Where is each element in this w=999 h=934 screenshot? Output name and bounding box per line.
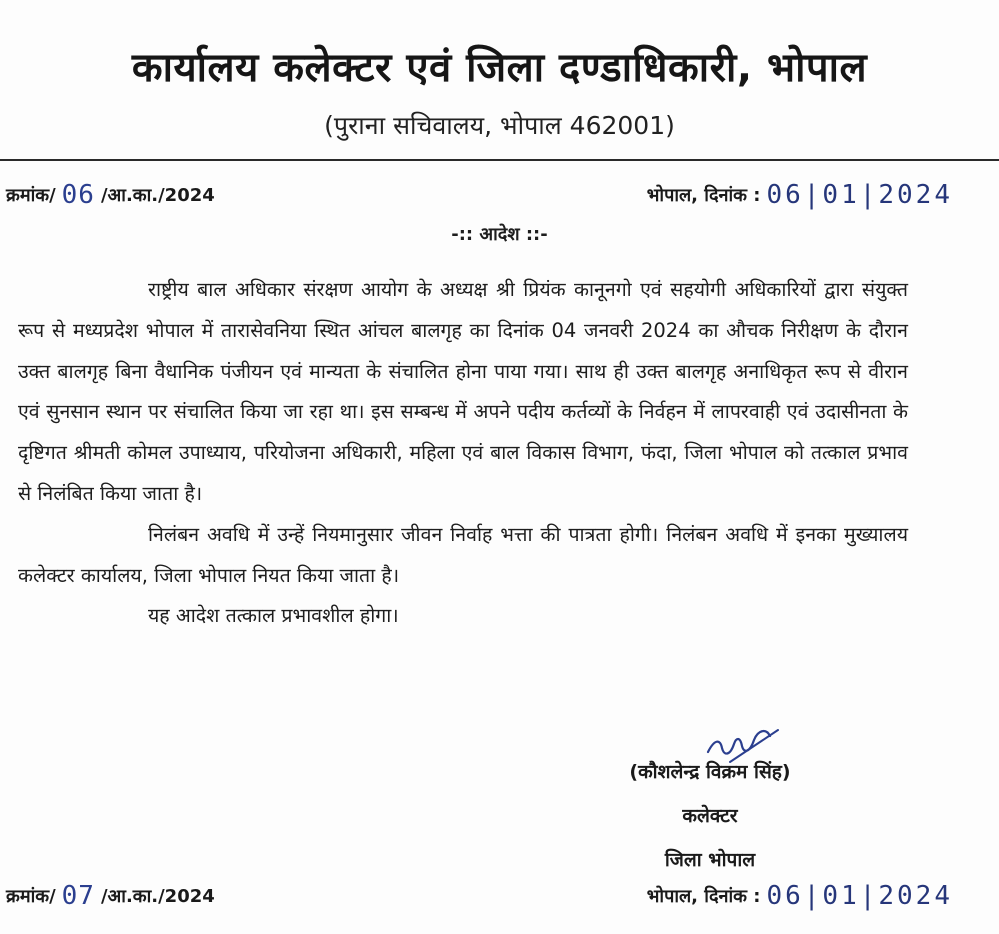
order-date-group: [647, 178, 959, 208]
place-date-label: भोपाल, दिनांक :: [646, 185, 761, 206]
signatory-district: जिला भोपाल: [664, 849, 756, 871]
order-number-handwritten-2: 07: [61, 881, 95, 911]
signatory-designation: कलेक्टर: [682, 805, 738, 827]
order-number-handwritten: 06: [61, 180, 95, 210]
order-number-prefix: क्रमांक/: [6, 185, 56, 206]
order-number-prefix-2: क्रमांक/: [6, 886, 56, 907]
order-date-handwritten-2: 06|01|2024: [766, 881, 953, 911]
order-heading: -:: आदेश ::-: [451, 224, 548, 245]
place-date-label-2: भोपाल, दिनांक :: [646, 886, 761, 907]
order-date-handwritten: 06|01|2024: [766, 180, 953, 210]
signature-block: [560, 750, 860, 882]
office-title: कार्यालय कलेक्टर एवं जिला दण्डाधिकारी, भोपाल: [131, 45, 868, 91]
order-number-suffix-2: /आ.का./2024: [100, 886, 215, 907]
header-divider: [0, 159, 999, 161]
order-body: [18, 270, 908, 637]
office-address: (पुराना सचिवालय, भोपाल 462001): [324, 111, 675, 140]
order-number-group: [6, 178, 215, 208]
signatory-name: (कौशलेन्द्र विक्रम सिंह): [629, 761, 791, 783]
body-paragraph-1: राष्ट्रीय बाल अधिकार संरक्षण आयोग के अध्यक्ष श्री प्रियंक कानूनगो एवं सहयोगी अधिकारियों द्वारा संयुक्त रूप से मध्यप्रदेश भोपाल में तारासेवनिया स्थित आंचल बालगृह का दिनांक 04 जनवरी 2024 का औचक निरीक्षण के दौरान उक्त बालगृह बिना वैधानिक पंजीयन एवं मान्यता के संचालित होना पाया गया। साथ ही उक्त बालगृह अनाधिकृत रूप से वीरान एवं सुनसान स्थान पर संचालित किया जा रहा था। इस सम्बन्ध में अपने पदीय कर्तव्यों के निर्वहन में लापरवाही एवं उदासीनता के दृष्टिगत श्रीमती कोमल उपाध्याय, परियोजना अधिकारी, महिला एवं बाल विकास विभाग, फंदा, जिला भोपाल को तत्काल प्रभाव से निलंबित किया जाता है।: [18, 278, 908, 505]
order-number-group-2: [6, 879, 215, 909]
order-number-suffix: /आ.का./2024: [100, 185, 215, 206]
order-date-group-2: [647, 879, 959, 909]
body-paragraph-3: यह आदेश तत्काल प्रभावशील होगा।: [148, 604, 399, 628]
body-paragraph-2: निलंबन अवधि में उन्हें नियमानुसार जीवन निर्वाह भत्ता की पात्रता होगी। निलंबन अवधि में इनका मुख्यालय कलेक्टर कार्यालय, जिला भोपाल नियत किया जाता है।: [18, 522, 908, 587]
